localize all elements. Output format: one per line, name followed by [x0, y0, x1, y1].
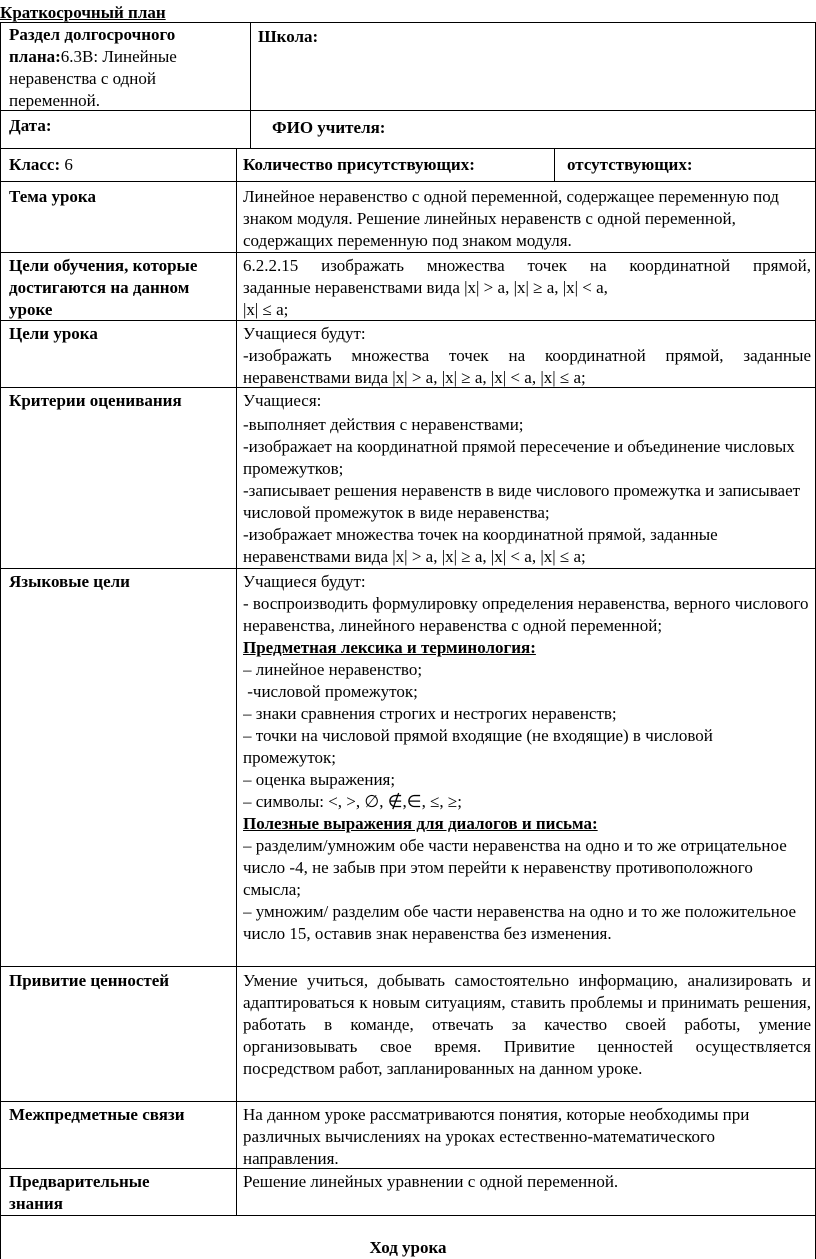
vocab-item: – линейное неравенство; [243, 660, 423, 679]
criteria-item: -изображает на координатной прямой пересечение и объединение числовых промежутков; [243, 437, 795, 478]
absent-label: отсутствующих: [567, 155, 693, 174]
cross-label: Межпредметные связи [9, 1105, 185, 1124]
criteria-intro: Учащиеся: [243, 391, 322, 410]
values-label: Привитие ценностей [9, 971, 170, 990]
language-label: Языковые цели [9, 572, 130, 591]
phrase-item: – разделим/умножим обе части неравенства на одно и то же отрицательное число -4, не забыв при этом перейти к неравенству противоположного смысла; [243, 836, 787, 899]
vocab-heading: Предметная лексика и терминология: [243, 638, 536, 657]
lesson-flow-heading: Ход урока [369, 1238, 447, 1257]
criteria-item: -записывает решения неравенств в виде числового промежутка и записывает числовой промежуток в виде неравенства; [243, 481, 801, 522]
section-value: 6.3В: Линейные неравенства с одной переменной. [9, 47, 177, 110]
vocab-item: – символы: <, >, ∅, ∉,∈, ≤, ≥; [243, 792, 462, 811]
cross-text: На данном уроке рассматриваются понятия, которые необходимы при различных вычислениях на уроках естественно-математического направления. [243, 1105, 750, 1168]
lesson-goals-label: Цели урока [9, 324, 98, 343]
learning-goals-label: Цели обучения, которые достигаются на данном уроке [9, 256, 198, 319]
prior-label: Предварительные знания [9, 1172, 150, 1213]
document-title: Краткосрочный план [0, 3, 166, 22]
values-text: Умение учиться, добывать самостоятельно информацию, анализировать и адаптироваться к новым ситуациям, ставить проблемы и принимать решения, работать в команде, отвечать за качество своей работы, умение организовывать свое время. Привитие ценностей осуществляется посредством работ, запланированных на данном уроке. [243, 971, 811, 1078]
vocab-item: – знаки сравнения строгих и нестрогих неравенств; [243, 704, 617, 723]
phrase-item: – умножим/ разделим обе части неравенства на одно и то же положительное число 15, оставив знак неравенства без изменения. [243, 902, 797, 943]
section-label: Раздел долгосрочного плана: [9, 25, 176, 66]
learning-goals-line: 6.2.2.15 изображать множества точек на координатной прямой, [243, 256, 811, 275]
lesson-goals-text: -изображать множества точек на координатной прямой, заданные неравенствами вида |x| > a, |x| ≥ a, |x| < a, |x| ≤ a; [243, 346, 811, 387]
criteria-label: Критерии оценивания [9, 391, 182, 410]
school-label: Школа: [258, 27, 319, 46]
learning-goals-text [243, 255, 811, 321]
criteria-item: -выполняет действия с неравенствами; [243, 415, 524, 434]
vocab-item: -числовой промежуток; [243, 682, 418, 701]
prior-text: Решение линейных уравнении с одной переменной. [243, 1172, 619, 1191]
teacher-label: ФИО учителя: [272, 118, 386, 137]
vocab-item: – точки на числовой прямой входящие (не входящие) в числовой промежуток; [243, 726, 713, 767]
class-cell [9, 154, 73, 176]
date-label: Дата: [9, 116, 52, 135]
language-goal: - воспроизводить формулировку определения неравенства, верного числового неравенства, линейного неравенства с одной переменной; [243, 594, 809, 635]
present-label: Количество присутствующих: [243, 155, 475, 174]
class-value: 6 [64, 155, 73, 174]
learning-goals-line: заданные неравенствами вида |x| > a, |x| ≥ a, |x| < a, [243, 278, 608, 297]
class-label: Класс: [9, 155, 61, 174]
phrases-heading: Полезные выражения для диалогов и письма: [243, 814, 598, 833]
criteria-body [243, 390, 811, 568]
topic-text: Линейное неравенство с одной переменной, содержащее переменную под знаком модуля. Решение линейных неравенств с одной переменной, содержащих переменную под знаком модуля. [243, 187, 779, 250]
vocab-item: – оценка выражения; [243, 770, 396, 789]
topic-label: Тема урока [9, 187, 96, 206]
lesson-goals-intro: Учащиеся будут: [243, 324, 366, 343]
language-intro: Учащиеся будут: [243, 572, 366, 591]
language-body [243, 571, 809, 945]
lesson-goals-body [243, 323, 811, 389]
criteria-item: -изображает множества точек на координатной прямой, заданные неравенствами вида |x| > a, |x| ≥ a, |x| < a, |x| ≤ a; [243, 525, 718, 566]
section-cell [9, 24, 244, 112]
learning-goals-line: |x| ≤ a; [243, 300, 289, 319]
